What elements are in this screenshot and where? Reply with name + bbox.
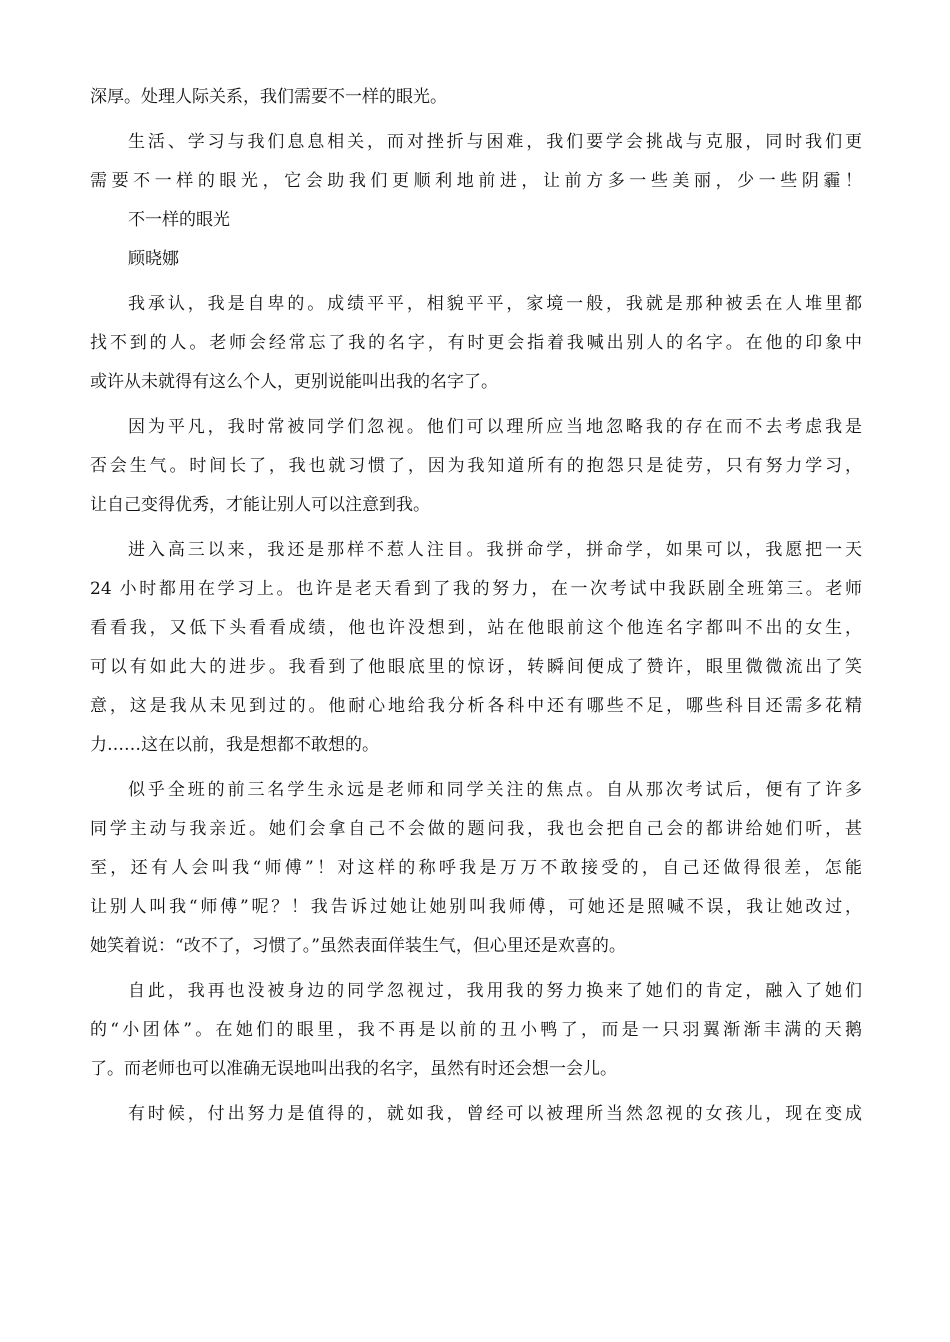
text-line: 的“小团体”。在她们的眼里，我不再是以前的丑小鸭了，而是一只羽翼渐渐丰满的天鹅 <box>90 1020 862 1040</box>
text-line: 需要不一样的眼光，它会助我们更顺利地前进，让前方多一些美丽，少一些阴霾！ <box>90 171 862 191</box>
text-line: 生活、学习与我们息息相关，而对挫折与困难，我们要学会挑战与克服，同时我们更 <box>128 132 862 152</box>
text-line: 深厚。处理人际关系，我们需要不一样的眼光。 <box>90 87 447 107</box>
paragraph <box>90 408 862 525</box>
text-line: 至，还有人会叫我“师傅”！对这样的称呼我是万万不敢接受的，自己还做得很差，怎能 <box>90 858 862 878</box>
paragraph <box>90 285 862 402</box>
text-line: 让别人叫我“师傅”呢？！我告诉过她让她别叫我师傅，可她还是照喊不误，我让她改过， <box>90 897 862 917</box>
text-line: 有时候，付出努力是值得的，就如我，曾经可以被理所当然忽视的女孩儿，现在变成 <box>128 1104 862 1124</box>
essay-author <box>90 240 862 279</box>
text-line: 她笑着说：“改不了，习惯了。”虽然表面佯装生气，但心里还是欢喜的。 <box>90 936 626 956</box>
document-body <box>90 78 862 1134</box>
text-line: 力……这在以前，我是想都不敢想的。 <box>90 735 379 755</box>
text-line: 找不到的人。老师会经常忘了我的名字，有时更会指着我喊出别人的名字。在他的印象中 <box>90 333 862 353</box>
text-line: 24 小时都用在学习上。也许是老天看到了我的努力，在一次考试中我跃剧全班第三。老师 <box>90 579 862 599</box>
paragraph <box>90 771 862 966</box>
text-line: 不一样的眼光 <box>128 210 230 230</box>
paragraph <box>90 972 862 1089</box>
text-line: 意，这是我从未见到过的。他耐心地给我分析各科中还有哪些不足，哪些科目还需多花精 <box>90 696 862 716</box>
text-line: 了。而老师也可以准确无误地叫出我的名字，虽然有时还会想一会儿。 <box>90 1059 617 1079</box>
text-line: 因为平凡，我时常被同学们忽视。他们可以理所应当地忽略我的存在而不去考虑我是 <box>128 417 862 437</box>
text-line: 进入高三以来，我还是那样不惹人注目。我拼命学，拼命学，如果可以，我愿把一天 <box>128 540 862 560</box>
text-line: 看看我，又低下头看看成绩，他也许没想到，站在他眼前这个他连名字都叫不出的女生， <box>90 618 862 638</box>
paragraph <box>90 78 862 117</box>
text-line: 我承认，我是自卑的。成绩平平，相貌平平，家境一般，我就是那种被丢在人堆里都 <box>128 294 862 314</box>
text-line: 让自己变得优秀，才能让别人可以注意到我。 <box>90 495 430 515</box>
text-line: 似乎全班的前三名学生永远是老师和同学关注的焦点。自从那次考试后，便有了许多 <box>128 780 862 800</box>
text-line: 或许从未就得有这么个人，更别说能叫出我的名字了。 <box>90 372 498 392</box>
paragraph <box>90 1095 862 1134</box>
paragraph <box>90 531 862 765</box>
text-line: 同学主动与我亲近。她们会拿自己不会做的题问我，我也会把自己会的都讲给她们听，甚 <box>90 819 862 839</box>
text-line: 自此，我再也没被身边的同学忽视过，我用我的努力换来了她们的肯定，融入了她们 <box>128 981 862 1001</box>
text-line: 否会生气。时间长了，我也就习惯了，因为我知道所有的抱怨只是徒劳，只有努力学习， <box>90 456 862 476</box>
essay-title <box>90 201 862 240</box>
text-line: 顾晓娜 <box>128 249 179 269</box>
paragraph <box>90 123 862 201</box>
text-line: 可以有如此大的进步。我看到了他眼底里的惊讶，转瞬间便成了赞许，眼里微微流出了笑 <box>90 657 862 677</box>
